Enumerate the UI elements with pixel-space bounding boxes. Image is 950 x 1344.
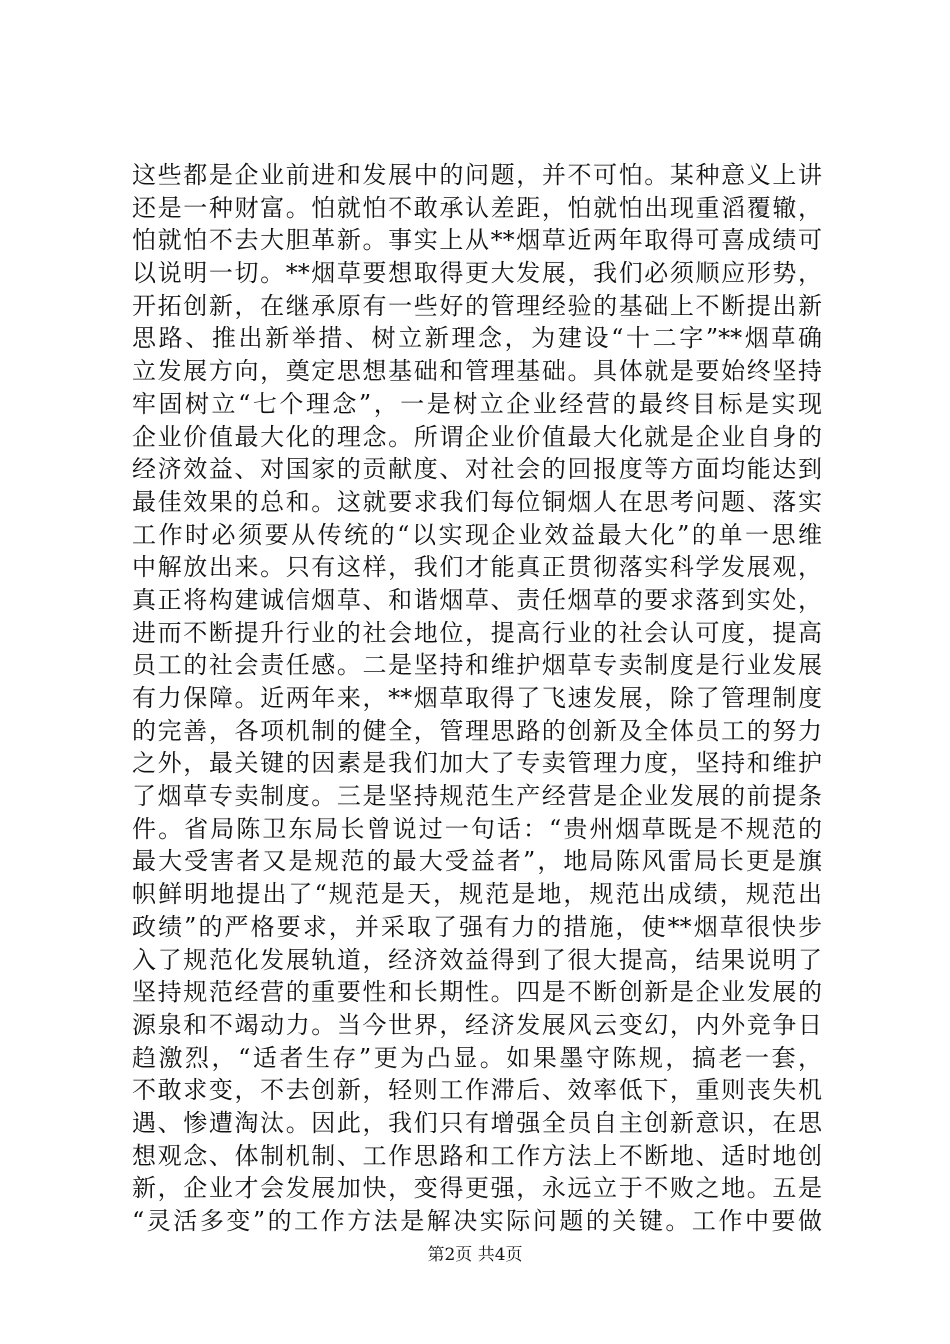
- text-line: 还是一种财富。怕就怕不敢承认差距，怕就怕出现重滔覆辙，: [132, 193, 822, 222]
- text-line: 怕就怕不去大胆革新。事实上从**烟草近两年取得可喜成绩可: [132, 226, 822, 255]
- page-number-footer: 第2页 共4页: [427, 1245, 523, 1265]
- text-line: 帜鲜明地提出了“规范是天，规范是地，规范出成绩，规范出: [132, 880, 822, 909]
- text-line: 不敢求变，不去创新，轻则工作滞后、效率低下，重则丧失机: [132, 1076, 822, 1105]
- text-line: 进而不断提升行业的社会地位，提高行业的社会认可度，提高: [132, 618, 822, 647]
- text-line: 最大受害者又是规范的最大受益者”，地局陈风雷局长更是旗: [132, 847, 822, 876]
- text-line: 思路、推出新举措、树立新理念，为建设“十二字”**烟草确: [132, 324, 822, 353]
- text-line: 政绩”的严格要求，并采取了强有力的措施，使**烟草很快步: [132, 912, 822, 941]
- text-line: 牢固树立“七个理念”，一是树立企业经营的最终目标是实现: [132, 389, 822, 418]
- text-line: 件。省局陈卫东局长曾说过一句话：“贵州烟草既是不规范的: [132, 814, 822, 843]
- text-line: 源泉和不竭动力。当今世界，经济发展风云变幻，内外竞争日: [132, 1010, 822, 1039]
- text-line: 之外，最关键的因素是我们加大了专卖管理力度，坚持和维护: [132, 749, 822, 778]
- text-line: “灵活多变”的工作方法是解决实际问题的关键。工作中要做: [132, 1207, 822, 1235]
- text-line: 经济效益、对国家的贡献度、对社会的回报度等方面均能达到: [132, 455, 822, 484]
- text-line: 了烟草专卖制度。三是坚持规范生产经营是企业发展的前提条: [132, 782, 822, 811]
- body-paragraph: [132, 159, 822, 1238]
- text-line: 这些都是企业前进和发展中的问题，并不可怕。某种意义上讲: [132, 161, 822, 189]
- text-line: 遇、惨遭淘汰。因此，我们只有增强全员自主创新意识，在思: [132, 1108, 822, 1137]
- text-line: 员工的社会责任感。二是坚持和维护烟草专卖制度是行业发展: [132, 651, 822, 680]
- text-line: 新，企业才会发展加快，变得更强，永远立于不败之地。五是: [132, 1174, 822, 1203]
- text-line: 的完善，各项机制的健全，管理思路的创新及全体员工的努力: [132, 716, 822, 745]
- text-line: 入了规范化发展轨道，经济效益得到了很大提高，结果说明了: [132, 945, 822, 974]
- text-line: 真正将构建诚信烟草、和谐烟草、责任烟草的要求落到实处，: [132, 585, 822, 614]
- text-line: 有力保障。近两年来，**烟草取得了飞速发展，除了管理制度: [132, 684, 822, 712]
- text-line: 想观念、体制机制、工作思路和工作方法上不断地、适时地创: [132, 1141, 822, 1170]
- text-line: 中解放出来。只有这样，我们才能真正贯彻落实科学发展观，: [132, 553, 822, 582]
- text-line: 坚持规范经营的重要性和长期性。四是不断创新是企业发展的: [132, 978, 822, 1007]
- text-line: 工作时必须要从传统的“以实现企业效益最大化”的单一思维: [132, 520, 822, 549]
- text-line: 以说明一切。**烟草要想取得更大发展，我们必须顺应形势，: [132, 259, 822, 288]
- text-line: 趋激烈，“适者生存”更为凸显。如果墨守陈规，搞老一套，: [132, 1043, 822, 1072]
- text-line: 企业价值最大化的理念。所谓企业价值最大化就是企业自身的: [132, 422, 822, 451]
- text-line: 立发展方向，奠定思想基础和管理基础。具体就是要始终坚持: [132, 357, 822, 386]
- text-line: 开拓创新，在继承原有一些好的管理经验的基础上不断提出新: [132, 291, 822, 320]
- text-line: 最佳效果的总和。这就要求我们每位铜烟人在思考问题、落实: [132, 487, 822, 516]
